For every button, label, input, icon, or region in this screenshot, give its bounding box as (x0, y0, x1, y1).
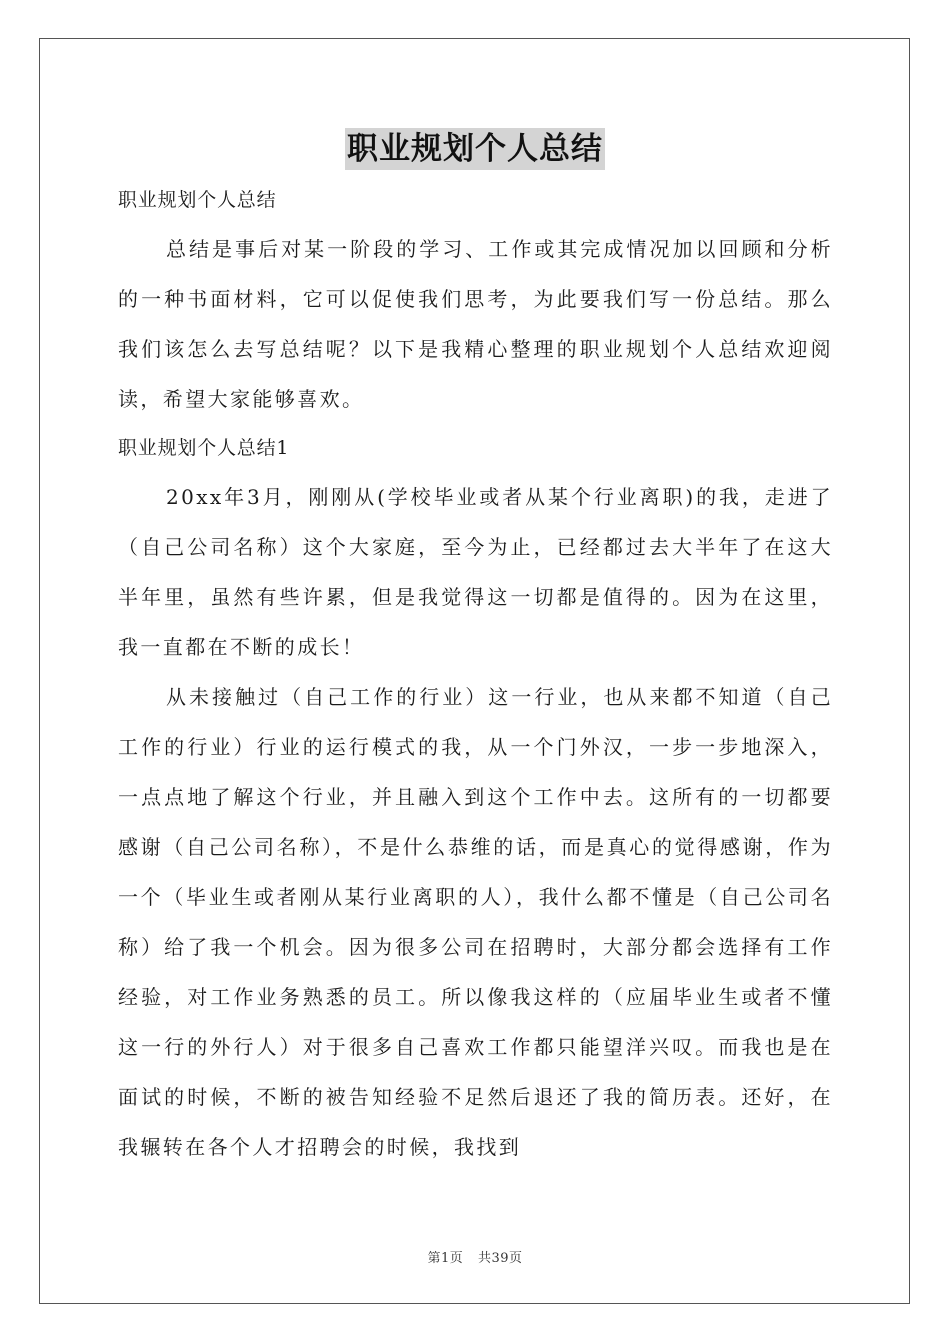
page-footer (0, 1247, 950, 1266)
body-paragraph-1: 20xx年3月，刚刚从(学校毕业或者从某个行业离职)的我，走进了（自己公司名称）这个大家庭，至今为止，已经都过去大半年了在这大半年里，虽然有些许累，但是我觉得这一切都是值得的。因为在这里，我一直都在不断的成长！ (118, 485, 833, 659)
document-body (118, 176, 833, 1172)
page-total: 共39页 (477, 1251, 523, 1266)
body-paragraph-2: 从未接触过（自己工作的行业）这一行业，也从来都不知道（自己工作的行业）行业的运行模式的我，从一个门外汉，一步一步地深入，一点点地了解这个行业，并且融入到这个工作中去。这所有的一切都要感谢（自己公司名称），不是什么恭维的话，而是真心的觉得感谢，作为一个（毕业生或者刚从某行业离职的人），我什么都不懂是（自己公司名称）给了我一个机会。因为很多公司在招聘时，大部分都会选择有工作经验，对工作业务熟悉的员工。所以像我这样的（应届毕业生或者不懂这一行的外行人）对于很多自己喜欢工作都只能望洋兴叹。而我也是在面试的时候，不断的被告知经验不足然后退还了我的简历表。还好，在我辗转在各个人才招聘会的时候，我找到 (118, 685, 833, 1159)
section-heading: 职业规划个人总结1 (118, 437, 290, 459)
title-area (0, 128, 950, 170)
document-title: 职业规划个人总结 (345, 128, 605, 170)
page-number: 第1页 (427, 1251, 464, 1266)
intro-paragraph: 总结是事后对某一阶段的学习、工作或其完成情况加以回顾和分析的一种书面材料，它可以促使我们思考，为此要我们写一份总结。那么我们该怎么去写总结呢？以下是我精心整理的职业规划个人总结欢迎阅读，希望大家能够喜欢。 (118, 237, 833, 411)
document-subtitle: 职业规划个人总结 (118, 189, 277, 211)
